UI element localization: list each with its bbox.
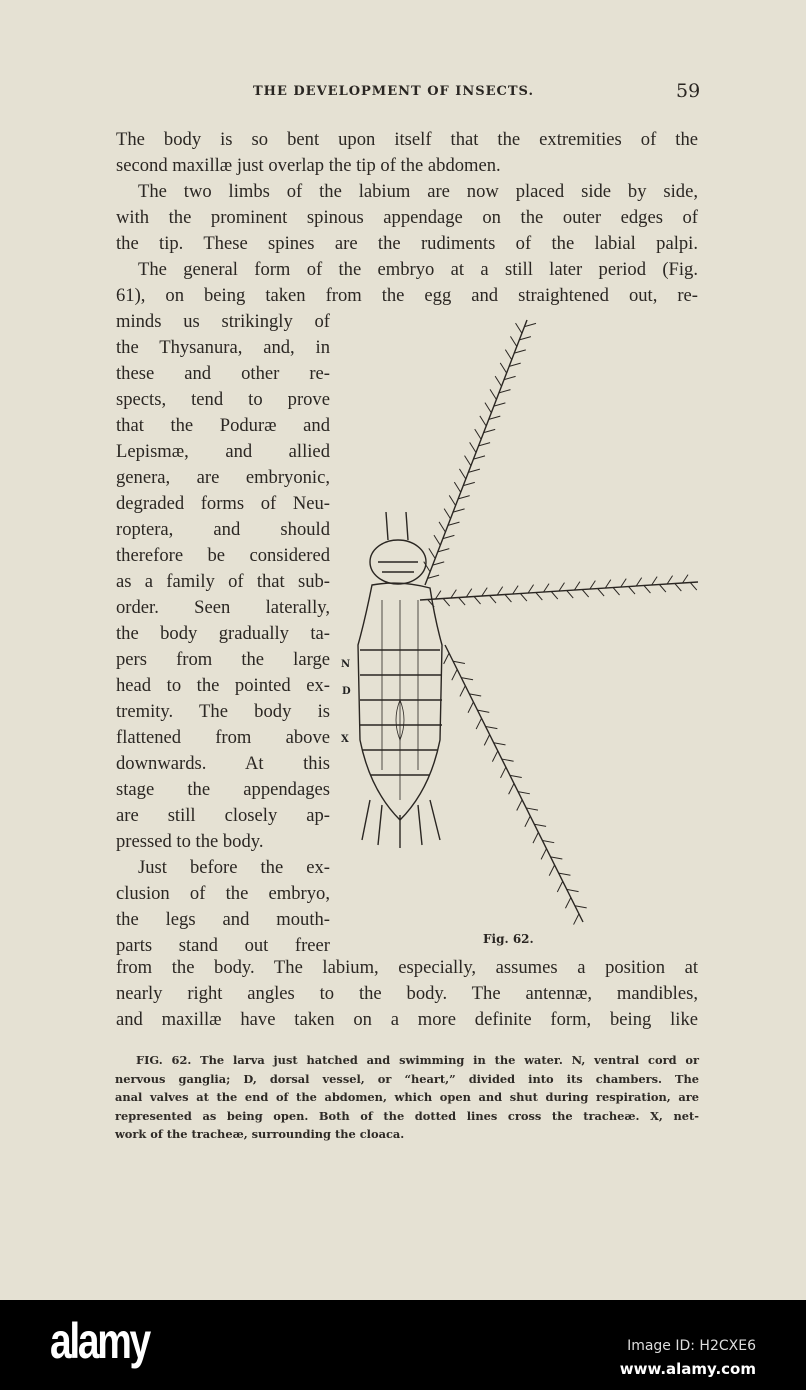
watermark-bar bbox=[0, 1300, 806, 1390]
bristle bbox=[461, 678, 473, 680]
bristle bbox=[451, 590, 456, 598]
bristle bbox=[559, 873, 571, 875]
figure-label: Fig. 62. bbox=[483, 932, 534, 946]
text-line: The body is so bent upon itself that the extremities of the bbox=[116, 129, 698, 150]
bristle bbox=[582, 590, 589, 598]
bristle bbox=[444, 653, 449, 664]
text-line: these and other re- bbox=[116, 363, 330, 384]
bristle bbox=[490, 389, 496, 399]
text-line: minds us strikingly of bbox=[116, 311, 330, 332]
bristle bbox=[551, 857, 563, 859]
text-line: are still closely ap- bbox=[116, 805, 330, 826]
bristle bbox=[459, 598, 466, 606]
bristle bbox=[605, 580, 610, 588]
text-line: second maxillæ just overlap the tip of the abdomen. bbox=[116, 155, 501, 176]
bristle bbox=[542, 841, 554, 843]
text-line: Lepismæ, and allied bbox=[116, 441, 330, 462]
bristle bbox=[629, 587, 636, 595]
bristle bbox=[434, 535, 440, 545]
bristle bbox=[495, 376, 501, 386]
bristle bbox=[477, 710, 489, 712]
text-line: nearly right angles to the body. The antennæ, mandibles, bbox=[116, 983, 698, 1004]
running-head: THE DEVELOPMENT OF INSECTS. bbox=[253, 84, 535, 99]
bristle bbox=[667, 576, 672, 584]
bristle bbox=[449, 495, 455, 505]
text-line: therefore be considered bbox=[116, 545, 330, 566]
bristle bbox=[465, 456, 471, 466]
bristle bbox=[454, 482, 460, 492]
bristle bbox=[474, 597, 481, 605]
bristle bbox=[557, 881, 562, 892]
bristle bbox=[574, 914, 579, 925]
bristle bbox=[528, 585, 533, 593]
bristle bbox=[518, 792, 530, 794]
bristle bbox=[690, 583, 697, 591]
bristle bbox=[476, 718, 481, 729]
text-line: parts stand out freer bbox=[116, 935, 330, 956]
text-line: order. Seen laterally, bbox=[116, 597, 330, 618]
text-line: downwards. At this bbox=[116, 753, 330, 774]
bristle bbox=[443, 599, 450, 607]
caption-line: work of the tracheæ, surrounding the cloaca. bbox=[115, 1127, 405, 1142]
bristle bbox=[567, 889, 579, 891]
bristle bbox=[466, 589, 471, 597]
bristle bbox=[565, 898, 570, 909]
text-line: as a family of that sub- bbox=[116, 571, 330, 592]
text-line: with the prominent spinous appendage on the outer edges of bbox=[116, 207, 698, 228]
bristle bbox=[494, 743, 506, 745]
bristle bbox=[439, 522, 445, 532]
caption-line: nervous ganglia; D, dorsal vessel, or “heart,” divided into its chambers. The bbox=[115, 1071, 699, 1086]
bristle bbox=[520, 594, 527, 602]
bristle bbox=[500, 363, 506, 373]
bristle bbox=[621, 579, 626, 587]
label-x: X bbox=[341, 734, 349, 745]
larva-illustration bbox=[330, 300, 710, 940]
site-url: www.alamy.com bbox=[619, 1360, 756, 1378]
bristle bbox=[505, 595, 512, 603]
bristle bbox=[470, 442, 476, 452]
bristle bbox=[533, 832, 538, 843]
bristle bbox=[549, 865, 554, 876]
text-line: The two limbs of the labium are now placed side by side, bbox=[138, 181, 698, 202]
caption-line: anal valves at the end of the abdomen, which open and shut during respiration, are bbox=[115, 1090, 699, 1105]
text-line: The general form of the embryo at a still later period (Fig. bbox=[138, 259, 698, 280]
text-line: the Thysanura, and, in bbox=[116, 337, 330, 358]
bristle bbox=[480, 416, 486, 426]
bristle bbox=[544, 584, 549, 592]
bristle bbox=[505, 350, 511, 360]
text-line: 61), on being taken from the egg and straightened out, re- bbox=[116, 285, 698, 306]
text-line: clusion of the embryo, bbox=[116, 883, 330, 904]
bristle bbox=[575, 906, 587, 908]
text-line: the tip. These spines are the rudiments of the labial palpi. bbox=[116, 233, 698, 254]
text-line: tremity. The body is bbox=[116, 701, 330, 722]
bristle bbox=[459, 469, 465, 479]
text-line: spects, tend to prove bbox=[116, 389, 330, 410]
text-line: stage the appendages bbox=[116, 779, 330, 800]
bristle bbox=[485, 403, 491, 413]
bristle bbox=[551, 592, 558, 600]
bristle bbox=[675, 584, 682, 592]
bristle bbox=[590, 581, 595, 589]
bristle bbox=[468, 702, 473, 713]
bristle bbox=[541, 849, 546, 860]
caption-line: FIG. 62. The larva just hatched and swimming in the water. N, ventral cord or bbox=[136, 1053, 699, 1067]
bristle bbox=[517, 800, 522, 811]
bristle bbox=[501, 767, 506, 778]
bristle bbox=[574, 582, 579, 590]
alamy-logo: alamy bbox=[50, 1313, 149, 1369]
bristle bbox=[652, 577, 657, 585]
bristle bbox=[486, 726, 498, 728]
bristle bbox=[460, 686, 465, 697]
bristle bbox=[559, 583, 564, 591]
bristle bbox=[502, 759, 514, 761]
bristle bbox=[659, 585, 666, 593]
text-line: from the body. The labium, especially, assumes a position at bbox=[116, 957, 698, 978]
bristle bbox=[636, 578, 641, 586]
text-line: pers from the large bbox=[116, 649, 330, 670]
bristle bbox=[683, 575, 688, 583]
bristle bbox=[490, 596, 497, 604]
bristle bbox=[453, 661, 465, 663]
bristle bbox=[475, 429, 481, 439]
text-line: the body gradually ta- bbox=[116, 623, 330, 644]
bristle bbox=[444, 509, 450, 519]
bristle bbox=[510, 775, 522, 777]
bristle bbox=[510, 336, 516, 346]
bristle bbox=[469, 694, 481, 696]
text-line: head to the pointed ex- bbox=[116, 675, 330, 696]
bristle bbox=[452, 669, 457, 680]
text-line: roptera, and should bbox=[116, 519, 330, 540]
bristle bbox=[526, 808, 538, 810]
bristle bbox=[482, 588, 487, 596]
caption-line: represented as being open. Both of the dotted lines cross the tracheæ. X, net- bbox=[115, 1108, 699, 1123]
bristle bbox=[613, 588, 620, 596]
label-n: N bbox=[341, 659, 351, 670]
bristle bbox=[598, 589, 605, 597]
bristle bbox=[525, 816, 530, 827]
bristle bbox=[516, 323, 522, 333]
text-line: Just before the ex- bbox=[138, 857, 330, 878]
text-line: the legs and mouth- bbox=[116, 909, 330, 930]
bristle bbox=[536, 593, 543, 601]
label-d: D bbox=[342, 686, 351, 697]
bristle bbox=[534, 824, 546, 826]
bristle bbox=[644, 586, 651, 594]
bristle bbox=[435, 591, 440, 599]
bristle bbox=[497, 587, 502, 595]
text-line: and maxillæ have taken on a more definite form, being like bbox=[116, 1009, 698, 1030]
text-line: pressed to the body. bbox=[116, 831, 264, 852]
image-id: Image ID: H2CXE6 bbox=[627, 1338, 756, 1354]
text-line: degraded forms of Neu- bbox=[116, 493, 330, 514]
text-line: that the Poduræ and bbox=[116, 415, 330, 436]
text-line: genera, are embryonic, bbox=[116, 467, 330, 488]
bristle bbox=[492, 751, 497, 762]
bristle bbox=[509, 784, 514, 795]
page-number: 59 bbox=[676, 80, 701, 102]
bristle bbox=[567, 591, 574, 599]
text-line: flattened from above bbox=[116, 727, 330, 748]
bristle bbox=[513, 586, 518, 594]
bristle bbox=[429, 548, 435, 558]
bristle bbox=[484, 735, 489, 746]
